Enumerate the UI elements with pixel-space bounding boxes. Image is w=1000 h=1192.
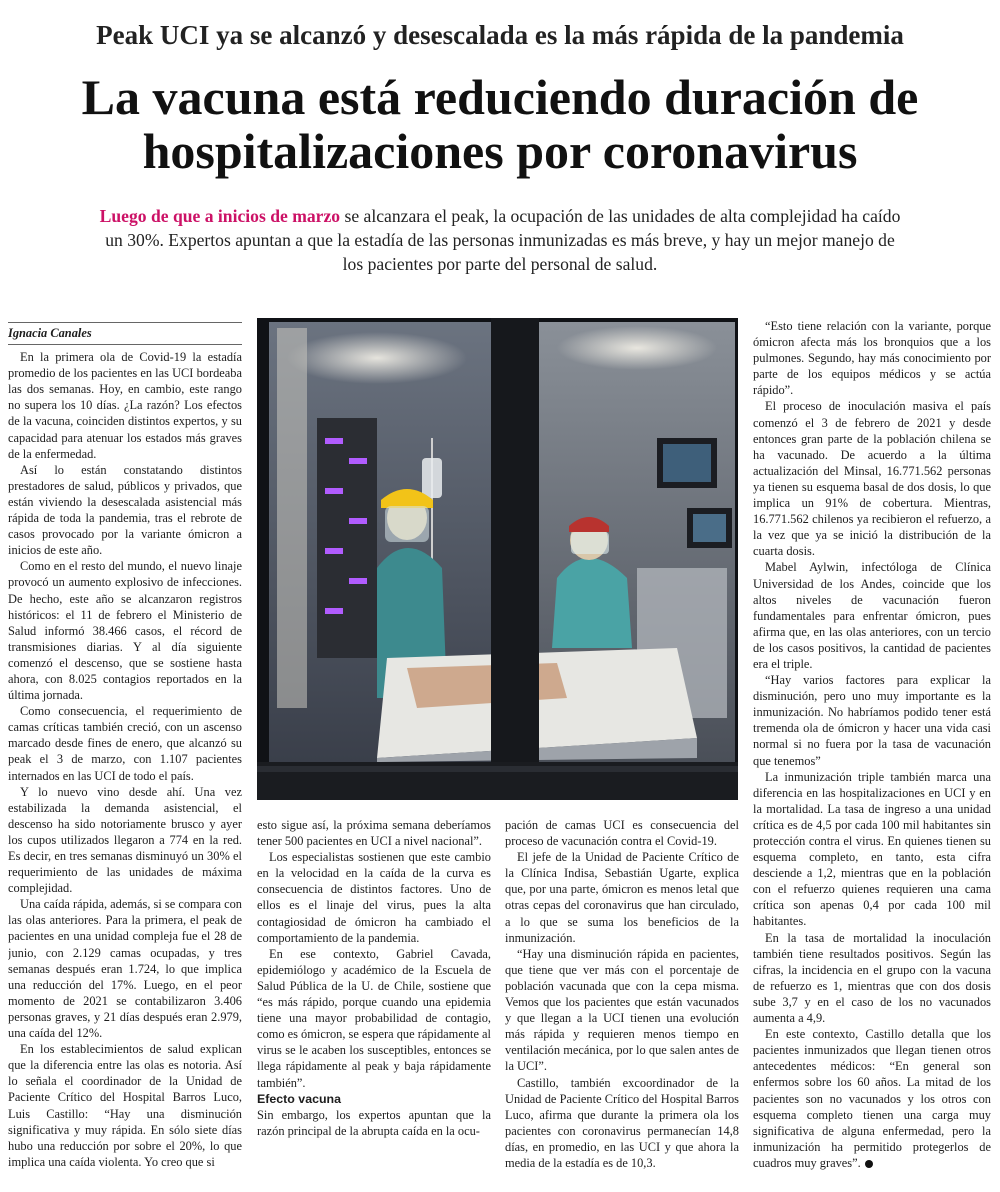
headline — [10, 70, 990, 178]
paragraph: Castillo, también excoordinador de la Unidad de Paciente Crítico del Hospital Barros Luco, afirma que durante la primera ola los pacientes con coronavirus permanecían 14,8 días, en promedio, en las UCI y que ahora la media de la estadía es de 10,3. — [505, 1075, 739, 1170]
deck-lead: Luego de que a inicios de marzo — [99, 206, 341, 226]
paragraph: El proceso de inoculación masiva el país comenzó el 3 de febrero de 2021 y desde entonces gran parte de la población chilena se ha vacunado. De acuerdo a la última actualización del Minsal, 16.771.562 personas ya tienen su esquema basal de dos dosis, lo que implica un 91% de cobertura. Mientras, 16.771.562 chilenos ya recibieron el refuerzo, a la vez que ya se inició la distribución de la cuarta dosis. — [753, 399, 991, 559]
paragraph: Y lo nuevo vino desde ahí. Una vez estabilizada la demanda asistencial, el descenso ha sido notoriamente brusco y ayer los cupos utilizados llegaron a 774 en la red. Es decir, en tres semanas disminuyó un 30% el requerimiento de las unidades de máxima complejidad. — [8, 784, 242, 896]
column-3 — [505, 817, 739, 1182]
column-1 — [8, 322, 242, 1182]
headline-line-2: hospitalizaciones por coronavirus — [142, 123, 858, 179]
paragraph: El jefe de la Unidad de Paciente Crítico de la Clínica Indisa, Sebastián Ugarte, explica que, por una parte, ómicron es menos letal que otras cepas del coronavirus que han circulado, a lo que se suma los beneficios de la inmunización. — [505, 850, 739, 945]
paragraph: Como consecuencia, el requerimiento de camas críticas también creció, con un ascenso marcado desde fines de enero, que alcanzó su peak el 3 de marzo, con 1.107 pacientes internados en las UCI de todo el país. — [8, 704, 242, 783]
column-2 — [257, 817, 491, 1182]
deck-line-1: se alcanzara el peak, la ocupación de las unidades de alta complejidad ha caído — [340, 206, 901, 226]
column-4 — [753, 318, 991, 1182]
paragraph: Una caída rápida, además, si se compara con las olas anteriores. Para la primera, el peak de pacientes en una unidad compleja fue el 28 de junio, con 2.129 camas ocupadas, y tres semanas después eran 1.724, lo que implica una reducción del 17%. Luego, en el peor momento de 2021 se contabilizaron 3.406 personas graves, y 21 días después eran 2.979, una caída del 12%. — [8, 897, 242, 1041]
paragraph: En los establecimientos de salud explican que la diferencia entre las olas es notoria. Así lo señala el coordinador de la Unidad de Paciente Crítico del Hospital Barros Luco, Luis Castillo: “Hay una disminución significativa y muy rápida. En sólo siete días hubo una reducción por sobre el 20%, lo que implica una caída violenta. Yo creo que si — [8, 1042, 242, 1169]
paragraph: Como en el resto del mundo, el nuevo linaje provocó un aumento explosivo de infecciones. De hecho, este año se alcanzaron registros históricos: el 11 de febrero el Ministerio de Salud informó 38.466 casos, el récord de transmisiones diarias. Y al día siguiente comenzó el descenso, que se sostiene hasta ahora, con 8.025 contagios reportados en la última jornada. — [8, 559, 242, 703]
paragraph — [753, 1026, 991, 1171]
paragraph: Así lo están constatando distintos prestadores de salud, públicos y privados, que están viviendo la desescalada asistencial más rápida de toda la pandemia, tras el rebrote de casos provocado por la variante ómicron a inicios de este año. — [8, 462, 242, 558]
paragraph: pación de camas UCI es consecuencia del proceso de vacunación contra el Covid-19. — [505, 818, 739, 849]
paragraph: En la primera ola de Covid-19 la estadía promedio de los pacientes en las UCI bordeaba las dos semanas. Hoy, en cambio, este rango no supera los 10 días. ¿La razón? Los efectos de la vacuna, coinciden distintos expertos, y su capacidad para atenuar los estados más graves de la enfermedad. — [8, 350, 242, 461]
paragraph: “Esto tiene relación con la variante, porque ómicron afecta más los bronquios que a los pulmones. Segundo, hay más conocimiento por parte de los equipos médicos y se actúa rápido”. — [753, 319, 991, 398]
subheading: Efecto vacuna — [257, 1091, 342, 1106]
paragraph: En ese contexto, Gabriel Cavada, epidemiólogo y académico de la Escuela de Salud Pública de la U. de Chile, sostiene que “es más rápido, porque cuando una epidemia tiene una mayor probabilidad de contagio, como es ómicron, se espera que rápidamente al virus se le acaben los susceptibles, entonces se llega rápidamente al peak y baja rápidamente también”. — [257, 946, 491, 1090]
end-mark-icon — [865, 1160, 873, 1168]
deck-line-3: los pacientes por parte del personal de salud. — [342, 254, 658, 274]
deck-line-2: un 30%. Expertos apuntan a que la estadía de las personas inmunizadas es más breve, y hay un mejor manejo de — [105, 230, 895, 250]
paragraph: Sin embargo, los expertos apuntan que la razón principal de la abrupta caída en la ocu- — [257, 1107, 491, 1138]
paragraph: La inmunización triple también marca una diferencia en las hospitalizaciones en UCI y en la mortalidad. La tasa de ingreso a una unidad crítica es de 4,5 por cada 100 mil habitantes sin protección contra el virus. En quienes tienen su esquema completo, en tanto, esta cifra desciende a 1,2, mientras que en la población con el refuerzo quienes requieren una cama crítica son apenas 0,4 por cada 100 mil habitantes. — [753, 769, 991, 929]
paragraph: En la tasa de mortalidad la inoculación también tiene resultados positivos. Según las cifras, la incidencia en el grupo con la vacuna de refuerzo es 1, mientras que con dos dosis sube 3,7 y en el caso de los no vacunados aumenta a 4,9. — [753, 930, 991, 1026]
deck — [55, 204, 945, 276]
icu-photo — [257, 318, 738, 800]
paragraph-text: En este contexto, Castillo detalla que los pacientes inmunizados que llegan tienen otros antecedentes médicos: “En general son enfermos sobre los 60 años. La mitad de los pacientes son no vacunados y los otros con esquema completo tienen una carga muy significativa de alguna enfermedad, pero la inmunización ha permitido protegerlos de cuadros muy graves”. — [753, 1027, 991, 1170]
paragraph: Mabel Aylwin, infectóloga de Clínica Universidad de los Andes, coincide que los altos niveles de vacunación fueron fundamentales para enfrentar ómicron, pues afirma que, en las olas anteriores, con un tercio de los casos positivos, la cantidad de pacientes era el triple. — [753, 560, 991, 671]
paragraph: esto sigue así, la próxima semana deberíamos tener 500 pacientes en UCI a nivel nacional”. — [257, 818, 491, 849]
paragraph: Los especialistas sostienen que este cambio en la velocidad en la caída de la curva es consecuencia de distintos factores. Uno de ellos es el linaje del virus, pues la alta contagiosidad de ómicron ha cambiado el comportamiento de la pandemia. — [257, 850, 491, 945]
paragraph: “Hay varios factores para explicar la disminución, pero uno muy importante es la inmunización. No habríamos podido tener está tremenda ola de ómicron y hacer una vida casi normal si no fuera por la tasa de vacunación que tenemos” — [753, 673, 991, 768]
headline-line-1: La vacuna está reduciendo duración de — [81, 69, 919, 125]
paragraph: “Hay una disminución rápida en pacientes, que tiene que ver más con el porcentaje de población vacunada que con la cepa misma. Vemos que los pacientes que están vacunados y que llegan a la UCI tienen una evolución más rápida y requieren menos tiempo en ventilación mecánica, por lo que salen antes de la UCI”. — [505, 946, 739, 1074]
author-byline: Ignacia Canales — [8, 322, 242, 345]
icu-photo-illustration — [257, 318, 738, 800]
kicker: Peak UCI ya se alcanzó y desescalada es la más rápida de la pandemia — [96, 20, 904, 50]
